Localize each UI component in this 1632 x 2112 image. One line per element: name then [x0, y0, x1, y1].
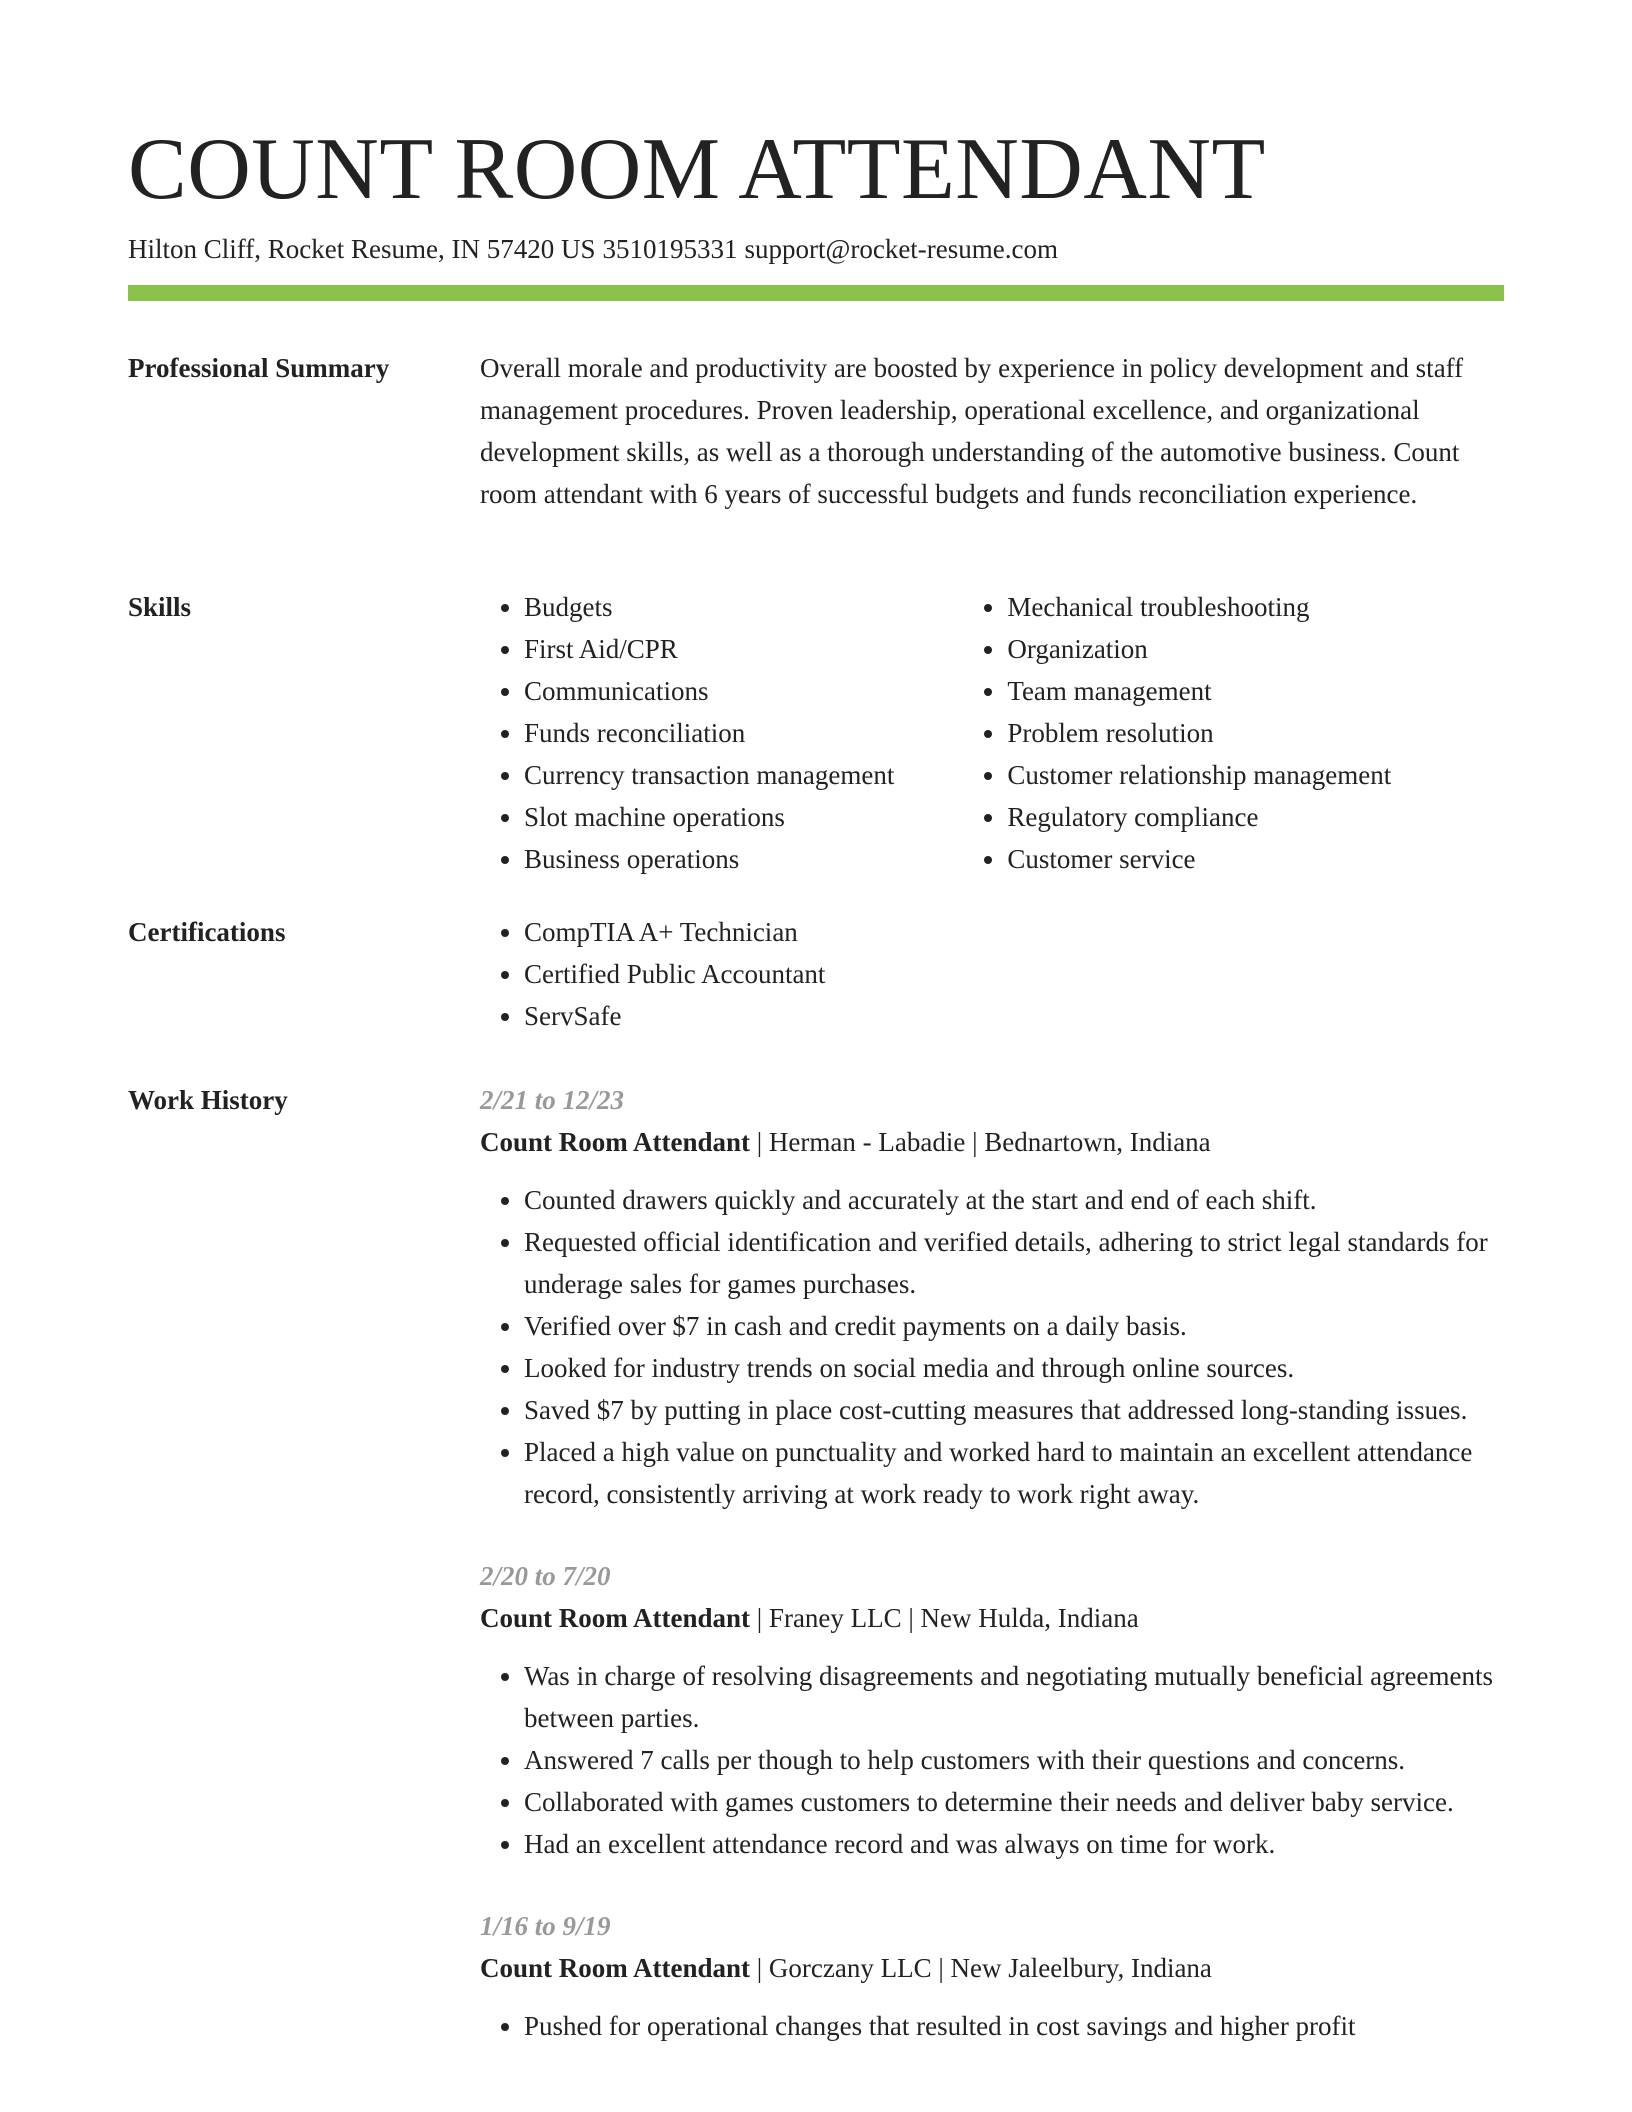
job-bullets	[480, 1655, 1504, 1865]
job-bullet: • Requested official identification and verified details, adhering to strict legal standards for underage sales for games purchases.	[524, 1221, 1504, 1305]
job-bullets	[480, 1179, 1504, 1515]
job-dates: 1/16 to 9/19	[480, 1911, 611, 1941]
summary-heading: Professional Summary	[128, 353, 390, 383]
work-history-heading: Work History	[128, 1085, 288, 1115]
job-title: Count Room Attendant	[480, 1953, 751, 1983]
job-employer: | Gorczany LLC | New Jaleelbury, Indiana	[750, 1953, 1212, 1983]
certification-item: • CompTIA A+ Technician	[524, 911, 1504, 953]
contact-line	[128, 232, 1058, 266]
job-bullet: • Collaborated with games customers to determine their needs and deliver baby service.	[524, 1781, 1504, 1823]
certifications-heading: Certifications	[128, 917, 286, 947]
job-employer: | Herman - Labadie | Bednartown, Indiana	[750, 1127, 1211, 1157]
job-entry	[480, 1079, 1504, 1515]
job-bullet: • Saved $7 by putting in place cost-cutting measures that addressed long-standing issues.	[524, 1389, 1504, 1431]
skill-item: • Currency transaction management	[524, 754, 963, 796]
skill-item: • Mechanical troubleshooting	[1007, 586, 1504, 628]
job-bullet: • Counted drawers quickly and accurately at the start and end of each shift.	[524, 1179, 1504, 1221]
skill-item: • First Aid/CPR	[524, 628, 963, 670]
job-bullet: • Answered 7 calls per though to help customers with their questions and concerns.	[524, 1739, 1504, 1781]
contact-address: Hilton Cliff, Rocket Resume, IN 57420 US	[128, 234, 596, 264]
skill-item: • Regulatory compliance	[1007, 796, 1504, 838]
skill-item: • Budgets	[524, 586, 963, 628]
job-dates: 2/21 to 12/23	[480, 1085, 625, 1115]
skill-item: • Organization	[1007, 628, 1504, 670]
job-bullet: • Had an excellent attendance record and was always on time for work.	[524, 1823, 1504, 1865]
job-employer: | Franey LLC | New Hulda, Indiana	[750, 1603, 1139, 1633]
job-title: Count Room Attendant	[480, 1603, 751, 1633]
skills-list-left	[480, 586, 963, 880]
skill-item: • Customer relationship management	[1007, 754, 1504, 796]
header-divider	[128, 285, 1504, 301]
job-title-line	[480, 1947, 1504, 1989]
skills-list-right	[963, 586, 1504, 880]
certifications-list	[480, 911, 1504, 1037]
skills-heading: Skills	[128, 592, 192, 622]
job-title: Count Room Attendant	[480, 1127, 751, 1157]
job-entry	[480, 1905, 1504, 2047]
job-bullet: • Verified over $7 in cash and credit payments on a daily basis.	[524, 1305, 1504, 1347]
contact-email[interactable]: support@rocket-resume.com	[744, 234, 1059, 264]
job-bullets	[480, 2005, 1504, 2047]
skill-item: • Slot machine operations	[524, 796, 963, 838]
job-dates: 2/20 to 7/20	[480, 1561, 611, 1591]
skill-item: • Team management	[1007, 670, 1504, 712]
skill-item: • Communications	[524, 670, 963, 712]
skill-item: • Problem resolution	[1007, 712, 1504, 754]
skills-columns	[480, 586, 1504, 880]
certification-item: • ServSafe	[524, 995, 1504, 1037]
skill-item: • Funds reconciliation	[524, 712, 963, 754]
job-bullet: • Looked for industry trends on social media and through online sources.	[524, 1347, 1504, 1389]
resume-title: COUNT ROOM ATTENDANT	[128, 121, 1266, 218]
summary-text: Overall morale and productivity are boosted by experience in policy development and staff management procedures. Proven leadership, operational excellence, and organizational development skills, as well as a thorough understanding of the automotive business. Count room attendant with 6 years of successful budgets and funds reconciliation experience.	[480, 353, 1464, 509]
job-bullet: • Placed a high value on punctuality and worked hard to maintain an excellent attendance record, consistently arriving at work ready to work right away.	[524, 1431, 1504, 1515]
skill-item: • Business operations	[524, 838, 963, 880]
job-title-line	[480, 1121, 1504, 1163]
job-title-line	[480, 1597, 1504, 1639]
job-bullet: • Pushed for operational changes that resulted in cost savings and higher profit	[524, 2005, 1504, 2047]
skill-item: • Customer service	[1007, 838, 1504, 880]
contact-phone: 3510195331	[602, 234, 738, 264]
job-entry	[480, 1555, 1504, 1865]
certification-item: • Certified Public Accountant	[524, 953, 1504, 995]
job-bullet: • Was in charge of resolving disagreements and negotiating mutually beneficial agreements between parties.	[524, 1655, 1504, 1739]
